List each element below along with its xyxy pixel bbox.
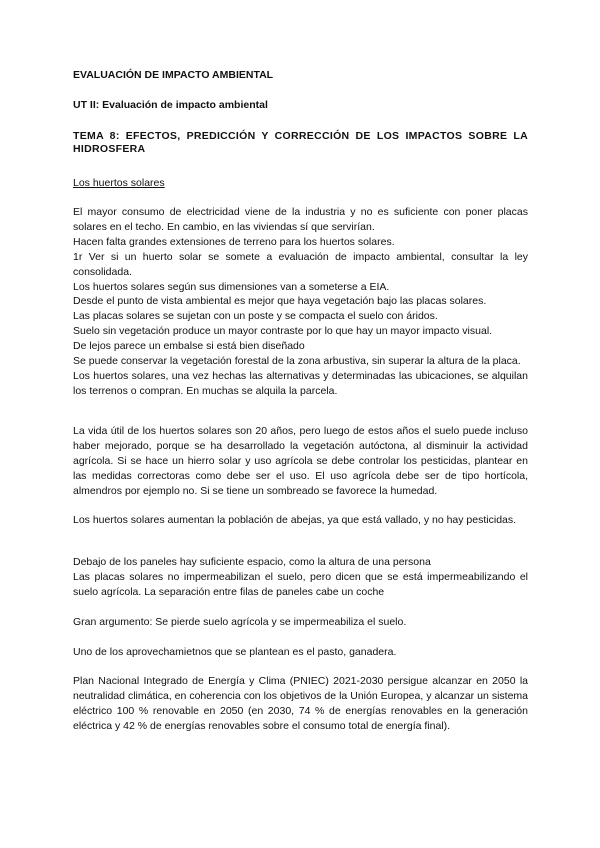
paragraph: Los huertos solares, una vez hechas las alternativas y determinadas las ubicaciones, se alquilan los terrenos o compran. En muchas se alquila la parcela. xyxy=(73,369,528,397)
paragraph-group-4 xyxy=(73,555,528,600)
paragraph: Hacen falta grandes extensiones de terreno para los huertos solares. xyxy=(73,235,395,248)
paragraph-group-1 xyxy=(73,205,528,399)
topic-title: TEMA 8: EFECTOS, PREDICCIÓN Y CORRECCIÓN DE LOS IMPACTOS SOBRE LA HIDROSFERA xyxy=(73,130,528,155)
section-title: Los huertos solares xyxy=(73,177,165,189)
paragraph: Se puede conservar la vegetación forestal de la zona arbustiva, sin superar la altura de la placa. xyxy=(73,355,521,368)
paragraph: Las placas solares no impermeabilizan el suelo, pero dicen que se está impermeabilizando el suelo agrícola. La separación entre filas de paneles cabe un coche xyxy=(73,570,528,598)
paragraph: Suelo sin vegetación produce un mayor contraste por lo que hay un mayor impacto visual. xyxy=(73,325,493,338)
paragraph: Los huertos solares según sus dimensiones van a someterse a EIA. xyxy=(73,280,390,293)
paragraph: La vida útil de los huertos solares son 20 años, pero luego de estos años el suelo puede incluso haber mejorado, porque se ha desarrollado la vegetación autóctona, al disminuir la actividad agrícola. Si se hace un hierro solar y uso agrícola se debe controlar los pesticidas, plantear en las medidas correctoras como debe ser el uso. El uso agrícola debe ser de tipo hortícola, almendros por ejemplo no. Si se tiene un sombreado se favorece la humedad. xyxy=(73,425,528,497)
document-title: EVALUACIÓN DE IMPACTO AMBIENTAL xyxy=(73,69,274,81)
paragraph: Debajo de los paneles hay suficiente espacio, como la altura de una persona xyxy=(73,556,431,568)
paragraph: Gran argumento: Se pierde suelo agrícola y se impermeabiliza el suelo. xyxy=(73,616,407,628)
paragraph-group-7 xyxy=(73,674,528,734)
paragraph-group-5 xyxy=(73,615,528,630)
paragraph: De lejos parece un embalse si está bien diseñado xyxy=(73,340,305,353)
paragraph: 1r Ver si un huerto solar se somete a evaluación de impacto ambiental, consultar la ley consolidada. xyxy=(73,250,528,278)
paragraph-group-2 xyxy=(73,424,528,499)
paragraph: Desde el punto de vista ambiental es mejor que haya vegetación bajo las placas solares. xyxy=(73,295,487,308)
paragraph: Plan Nacional Integrado de Energía y Clima (PNIEC) 2021-2030 persigue alcanzar en 2050 la neutralidad climática, en coherencia con los objetivos de la Unión Europea, y alcanzar un sistema eléctrico 100 % renovable en 2050 (en 2030, 74 % de energías renovables en la generación eléctrica y 42 % de energías renovables sobre el consumo total de energía final). xyxy=(73,675,528,732)
paragraph-group-3 xyxy=(73,513,528,528)
paragraph-group-6 xyxy=(73,645,528,660)
paragraph: Los huertos solares aumentan la población de abejas, ya que está vallado, y no hay pesticidas. xyxy=(73,514,517,526)
paragraph: El mayor consumo de electricidad viene de la industria y no es suficiente con poner placas solares en el techo. En cambio, en las viviendas sí que servirían. xyxy=(73,206,528,233)
unit-title: UT II: Evaluación de impacto ambiental xyxy=(73,99,268,111)
paragraph: Las placas solares se sujetan con un poste y se compacta el suelo con áridos. xyxy=(73,310,438,323)
paragraph: Uno de los aprovechamietnos que se plantean es el pasto, ganadera. xyxy=(73,646,397,658)
